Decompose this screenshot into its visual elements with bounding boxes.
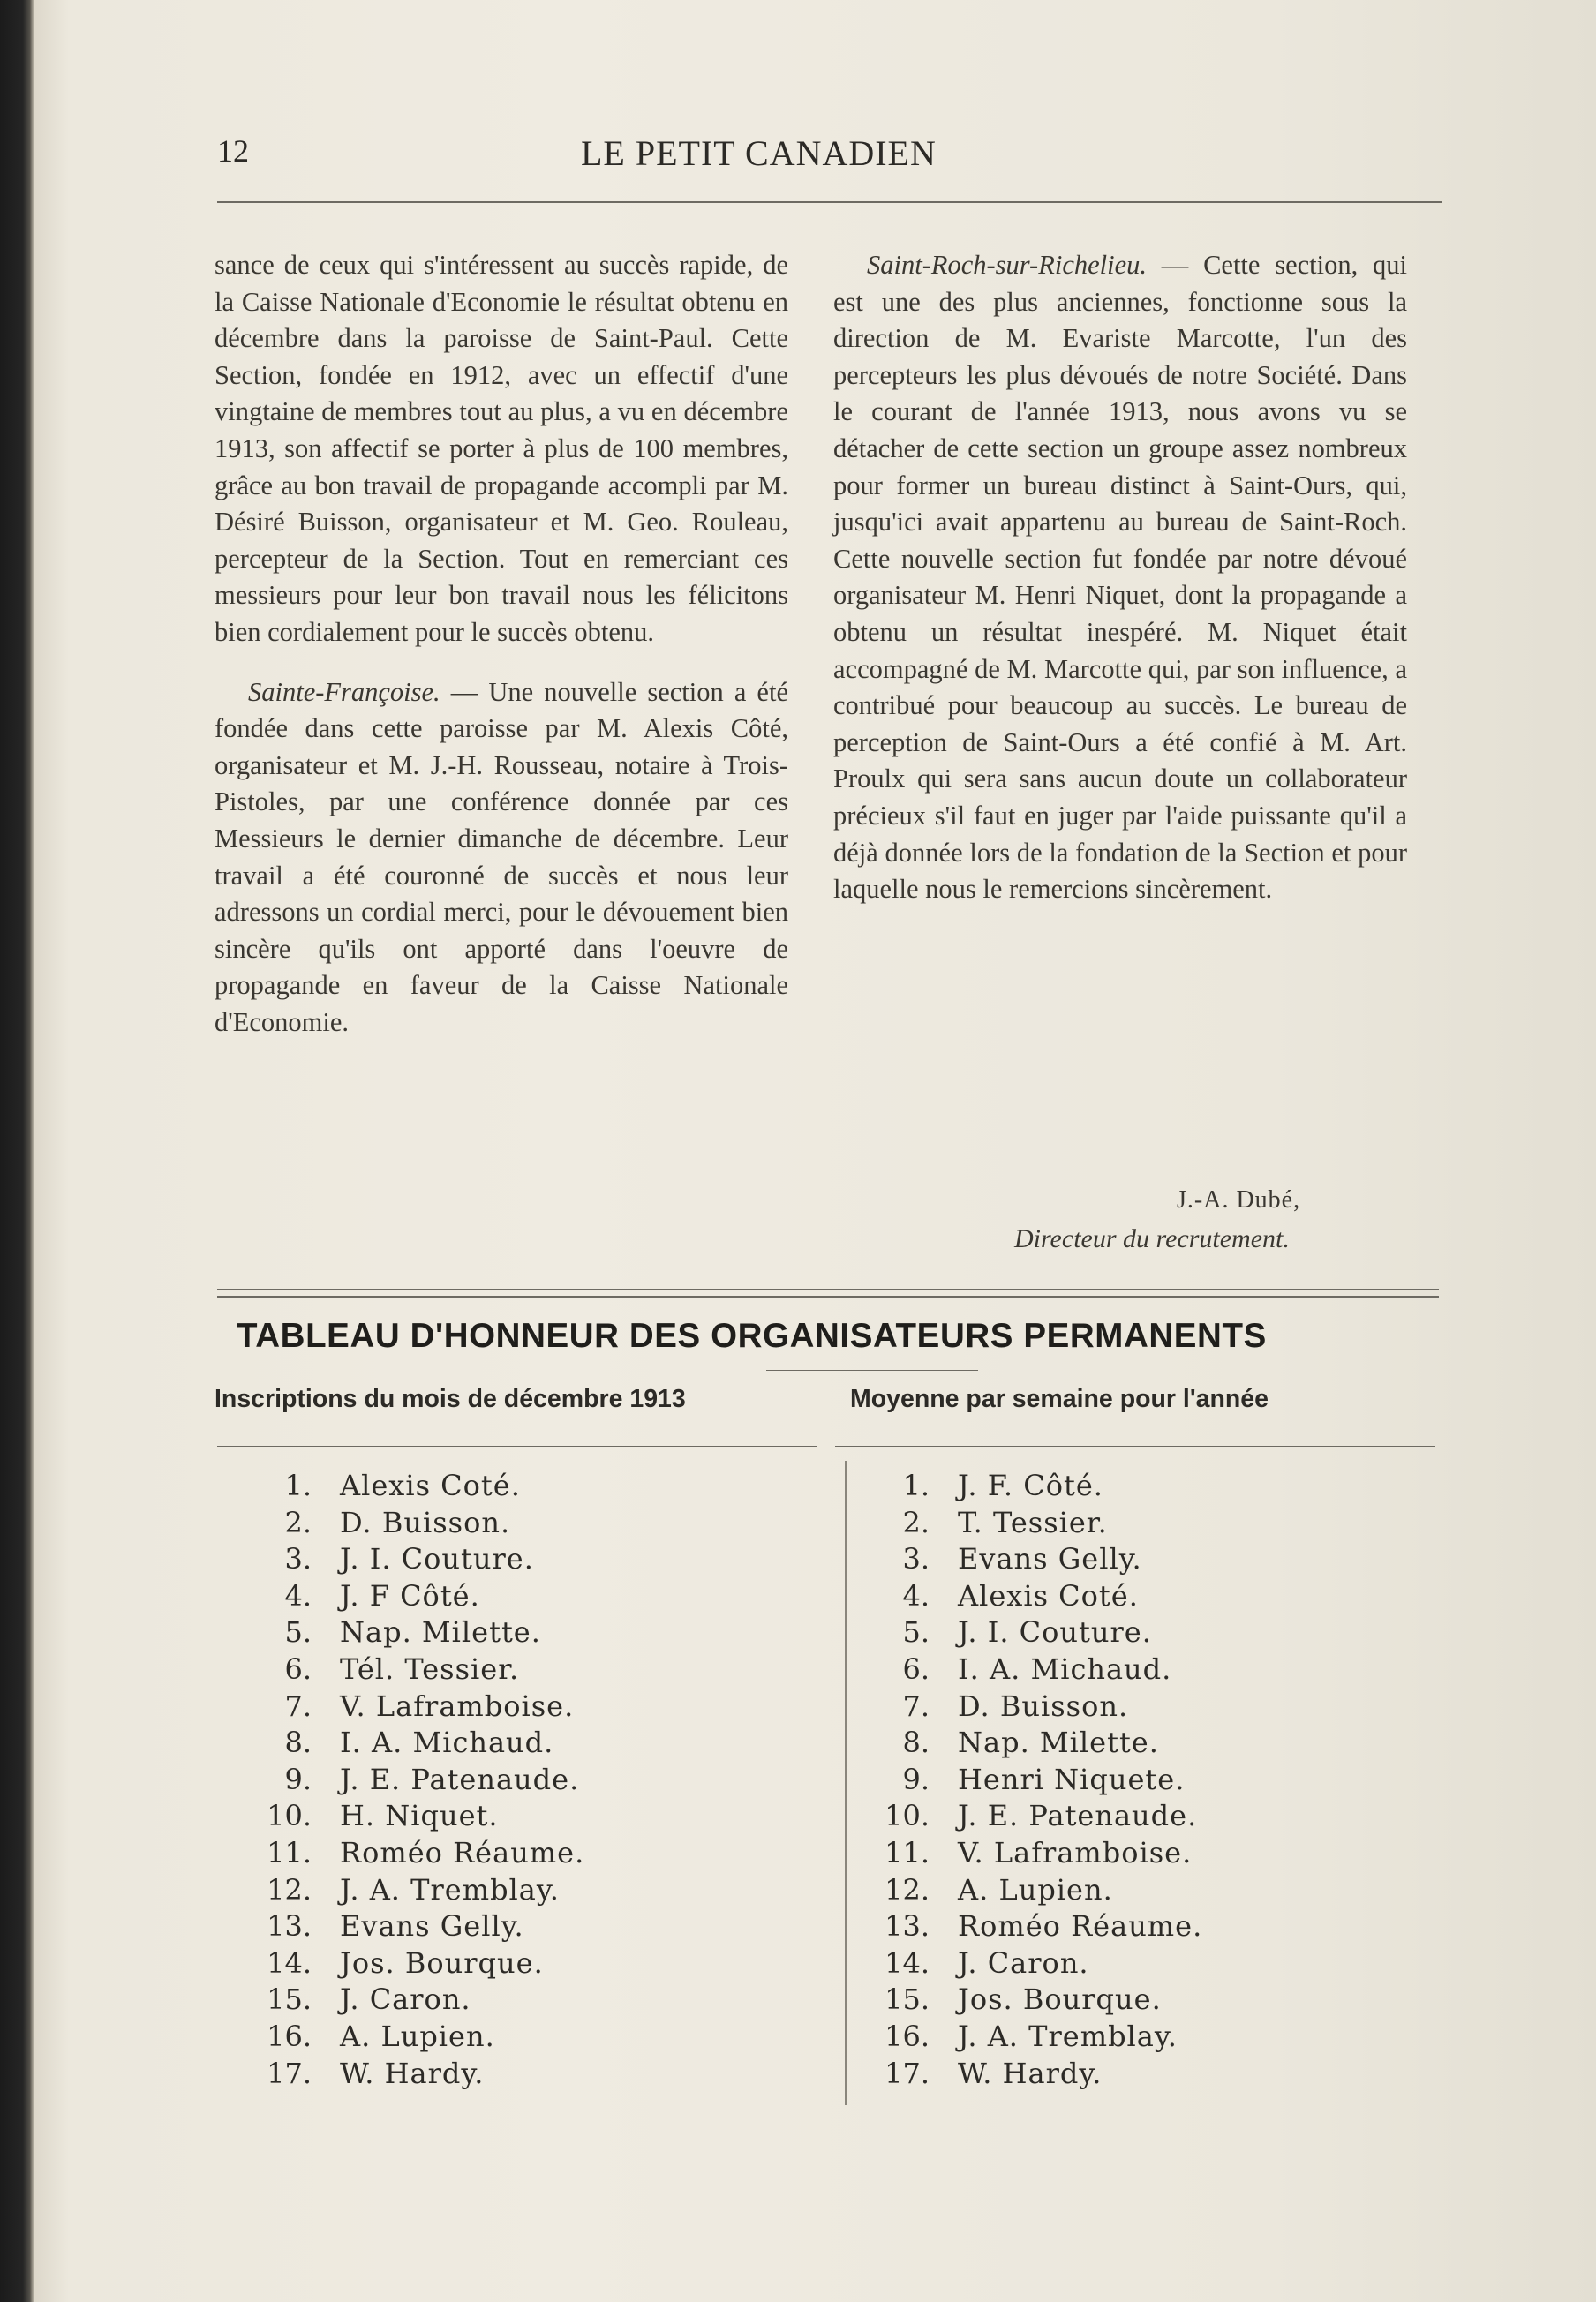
title-underline: [766, 1370, 978, 1371]
organizer-entry: [237, 1945, 584, 1982]
rank-number: 4.: [284, 1578, 312, 1613]
organizer-name: Nap. Milette.: [340, 1615, 541, 1650]
section-double-rule-bottom: [217, 1296, 1439, 1298]
organizer-entry: [237, 2056, 584, 2093]
rank-number: 4.: [902, 1578, 930, 1613]
rank-number: 13.: [267, 1909, 312, 1944]
organizer-name: A. Lupien.: [340, 2019, 495, 2053]
organizer-entry: [237, 1541, 584, 1578]
right-heading-rule: [835, 1446, 1435, 1447]
organizer-entry: [237, 1872, 584, 1909]
organizer-entry: [237, 1614, 584, 1651]
organizer-name: Jos. Bourque.: [340, 1945, 544, 1980]
organizer-name: W. Hardy.: [340, 2056, 485, 2090]
organizer-name: J. I. Couture.: [958, 1615, 1152, 1650]
organizer-name: Henri Niquete.: [958, 1762, 1186, 1796]
rank-number: 9.: [284, 1762, 312, 1796]
rank-number: 2.: [902, 1505, 930, 1539]
rank-number: 1.: [902, 1469, 930, 1502]
organizer-entry: [854, 1762, 1202, 1799]
organizer-name: J. Caron.: [340, 1982, 471, 2017]
rank-number: 3.: [902, 1542, 930, 1576]
organizer-name: V. Laframboise.: [958, 1835, 1193, 1869]
organizer-name: D. Buisson.: [340, 1505, 511, 1539]
organizer-entry: [854, 1872, 1202, 1909]
organizer-entry: [237, 1908, 584, 1945]
place-name: Saint-Roch-sur-Richelieu.: [867, 250, 1148, 280]
organizer-name: J. F. Côté.: [958, 1469, 1103, 1502]
organizer-entry: [854, 1725, 1202, 1762]
rank-number: 9.: [902, 1762, 930, 1796]
organizer-entry: [854, 1798, 1202, 1835]
organizer-name: J. E. Patenaude.: [958, 1799, 1198, 1833]
organizer-entry: [237, 1835, 584, 1872]
organizer-entry: [854, 1468, 1202, 1505]
rank-number: 10.: [885, 1799, 930, 1833]
organizer-name: Evans Gelly.: [958, 1542, 1142, 1576]
rank-number: 6.: [902, 1651, 930, 1686]
organizer-entry: [854, 2019, 1202, 2056]
rank-number: 6.: [284, 1651, 312, 1686]
rank-number: 12.: [885, 1872, 930, 1907]
article-left-column: [215, 247, 788, 1041]
honor-table-title: TABLEAU D'HONNEUR DES ORGANISATEURS PERMANENTS: [237, 1317, 1267, 1355]
rank-number: 8.: [284, 1726, 312, 1760]
organizer-name: D. Buisson.: [958, 1689, 1129, 1723]
rank-number: 14.: [267, 1945, 312, 1980]
page-number: 12: [217, 133, 249, 169]
rank-number: 16.: [885, 2019, 930, 2053]
organizer-entry: [237, 1468, 584, 1505]
rank-number: 1.: [284, 1469, 312, 1502]
organizer-name: Tél. Tessier.: [340, 1651, 520, 1686]
rank-number: 7.: [902, 1689, 930, 1723]
signature-name: J.-A. Dubé,: [1177, 1186, 1301, 1214]
book-binding-edge: [0, 0, 34, 2302]
organizer-name: Jos. Bourque.: [958, 1982, 1162, 2017]
rank-number: 11.: [267, 1835, 312, 1869]
paragraph-sainte-francoise: Sainte-Françoise. — Une nouvelle section a été fondée dans cette paroisse par M. Alexis Côté, organisateur et M. J.-H. Rousseau, notaire à Trois-Pistoles, par une conférence donnée par ces Messieurs le dernier dimanche de décembre. Leur travail a été couronné de succès et nous leur adressons un cordial merci, pour le dévouement bien sincère qu'ils ont apporté dans l'oeuvre de propagande en faveur de la Caisse Nationale d'Economie.: [215, 676, 788, 1037]
rank-number: 13.: [885, 1909, 930, 1944]
rank-number: 7.: [284, 1689, 312, 1723]
rank-number: 2.: [284, 1505, 312, 1539]
organizer-name: Evans Gelly.: [340, 1909, 524, 1944]
organizer-name: T. Tessier.: [958, 1505, 1108, 1539]
weekly-average-list: [854, 1468, 1202, 2092]
organizer-entry: [237, 1762, 584, 1799]
organizer-name: H. Niquet.: [340, 1799, 499, 1833]
december-inscriptions-list: [237, 1468, 584, 2092]
running-head-title: LE PETIT CANADIEN: [581, 133, 937, 173]
rank-number: 5.: [284, 1615, 312, 1650]
left-heading-rule: [217, 1446, 817, 1447]
organizer-name: V. Laframboise.: [340, 1689, 575, 1723]
section-double-rule-top: [217, 1289, 1439, 1290]
organizer-entry: [854, 1908, 1202, 1945]
organizer-entry: [237, 1798, 584, 1835]
organizer-entry: [854, 2056, 1202, 2093]
rank-number: 10.: [267, 1799, 312, 1833]
organizer-name: J. E. Patenaude.: [340, 1762, 580, 1796]
rank-number: 16.: [267, 2019, 312, 2053]
organizer-name: J. A. Tremblay.: [958, 2019, 1178, 2053]
organizer-entry: [854, 1651, 1202, 1689]
place-name: Sainte-Françoise.: [248, 676, 440, 707]
rank-number: 17.: [267, 2056, 312, 2090]
paragraph-saint-paul: sance de ceux qui s'intéressent au succès rapide, de la Caisse Nationale d'Economie le résultat obtenu en décembre dans la paroisse de Saint-Paul. Cette Section, fondée en 1912, avec un effectif d'une vingtaine de membres tout au plus, a vu en décembre 1913, son affectif se porter à plus de 100 membres, grâce au bon travail de propagande accompli par M. Désiré Buisson, organisateur et M. Geo. Rouleau, percepteur de la Section. Tout en remerciant ces messieurs pour leur bon travail nous les félicitons bien cordialement pour le succès obtenu.: [215, 250, 788, 647]
organizer-entry: [854, 1835, 1202, 1872]
rank-number: 12.: [267, 1872, 312, 1907]
december-inscriptions-heading: Inscriptions du mois de décembre 1913: [215, 1385, 686, 1413]
rank-number: 8.: [902, 1726, 930, 1760]
rank-number: 11.: [885, 1835, 930, 1869]
organizer-name: Roméo Réaume.: [958, 1909, 1203, 1944]
organizer-entry: [854, 1689, 1202, 1726]
organizer-name: I. A. Michaud.: [340, 1726, 554, 1760]
organizer-entry: [854, 1614, 1202, 1651]
organizer-entry: [854, 1982, 1202, 2019]
paragraph-saint-roch: Saint-Roch-sur-Richelieu. — Cette section, qui est une des plus anciennes, fonctionne sous la direction de M. Evariste Marcotte, l'un des percepteurs les plus dévoués de notre Société. Dans le courant de l'année 1913, nous avons vu se détacher de cette section un groupe assez nombreux pour former un bureau distinct à Saint-Ours, qui, jusqu'ici avait appartenu au bureau de Saint-Roch. Cette nouvelle section fut fondée par notre dévoué organisateur M. Henri Niquet, dont la propagande a obtenu un résultat inespéré. M. Niquet était accompagné de M. Marcotte qui, par son influence, a contribué pour beaucoup au succès. Le bureau de perception de Saint-Ours a été confié à M. Art. Proulx qui sera sans aucun doute un collaborateur précieux s'il faut en juger par l'aide puissante qu'il a déjà donnée lors de la fondation de la Section et pour laquelle nous le remercions sincèrement.: [833, 250, 1407, 905]
organizer-entry: [854, 1541, 1202, 1578]
rank-number: 17.: [885, 2056, 930, 2090]
organizer-entry: [237, 1689, 584, 1726]
weekly-average-heading: Moyenne par semaine pour l'année: [850, 1385, 1269, 1413]
organizer-entry: [854, 1578, 1202, 1615]
organizer-name: W. Hardy.: [958, 2056, 1103, 2090]
organizer-name: I. A. Michaud.: [958, 1651, 1172, 1686]
signature-title: Directeur du recrutement.: [1014, 1224, 1290, 1253]
organizer-name: Nap. Milette.: [958, 1726, 1159, 1760]
organizer-entry: [237, 1578, 584, 1615]
organizer-entry: [854, 1505, 1202, 1542]
organizer-entry: [237, 1505, 584, 1542]
organizer-entry: [237, 2019, 584, 2056]
rank-number: 5.: [902, 1615, 930, 1650]
organizer-name: J. I. Couture.: [340, 1542, 534, 1576]
organizer-name: J. F Côté.: [340, 1578, 480, 1613]
organizer-name: Alexis Coté.: [340, 1469, 521, 1502]
organizer-name: A. Lupien.: [958, 1872, 1113, 1907]
organizer-name: J. A. Tremblay.: [340, 1872, 560, 1907]
rank-number: 15.: [885, 1982, 930, 2017]
organizer-entry: [237, 1982, 584, 2019]
header-rule: [217, 201, 1442, 203]
organizer-entry: [237, 1651, 584, 1689]
organizer-entry: [854, 1945, 1202, 1982]
organizer-name: Alexis Coté.: [958, 1578, 1139, 1613]
organizer-name: J. Caron.: [958, 1945, 1089, 1980]
organizer-entry: [237, 1725, 584, 1762]
scanned-page: [34, 0, 1596, 2302]
organizer-name: Roméo Réaume.: [340, 1835, 585, 1869]
article-right-column: [833, 247, 1407, 908]
rank-number: 15.: [267, 1982, 312, 2017]
column-divider: [845, 1461, 847, 2105]
rank-number: 3.: [284, 1542, 312, 1576]
rank-number: 14.: [885, 1945, 930, 1980]
